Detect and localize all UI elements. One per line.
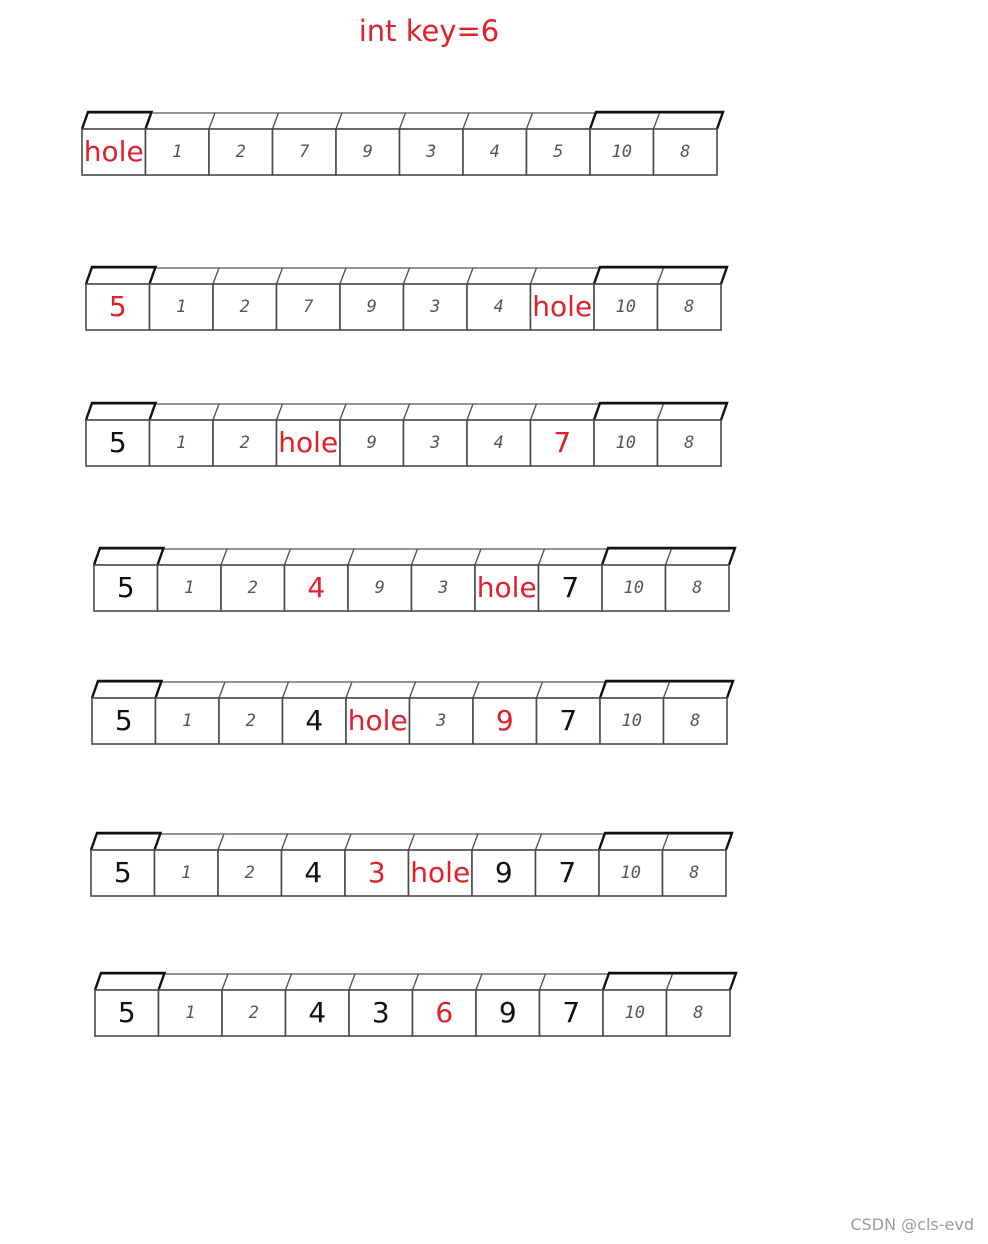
box-top	[664, 682, 734, 698]
box-top	[536, 834, 606, 850]
array-cell-value: 4	[493, 297, 504, 317]
box-top	[600, 682, 670, 698]
box-top	[94, 549, 164, 565]
array-cell-value: 3	[371, 996, 390, 1029]
array-cell-box	[159, 990, 223, 1036]
array-cell-box	[404, 420, 468, 466]
array-cell-value: 4	[305, 704, 324, 737]
array-cell-box	[213, 420, 277, 466]
array-cell-value: 10	[620, 863, 641, 883]
box-top	[283, 682, 353, 698]
array-cell-value: 1	[176, 433, 187, 453]
array-cell-value: 6	[435, 996, 454, 1029]
box-top	[667, 974, 737, 990]
array-cell-value: 1	[182, 711, 193, 731]
box-top	[527, 113, 597, 129]
array-cell-value: 5	[553, 142, 564, 162]
array-cell-value: 10	[623, 578, 644, 598]
array-cell-value: 9	[495, 704, 514, 737]
box-top	[463, 113, 533, 129]
box-top	[590, 113, 660, 129]
box-top	[86, 404, 156, 420]
box-top	[340, 268, 410, 284]
array-cell-box	[155, 850, 219, 896]
hole-marker: hole	[476, 571, 537, 604]
array-cell-value: 7	[303, 297, 314, 317]
array-cell-box	[599, 850, 663, 896]
array-row-5	[92, 681, 731, 746]
box-top	[658, 268, 728, 284]
array-cell-box	[340, 420, 404, 466]
array-cell-value: 7	[559, 704, 578, 737]
array-cell-box	[594, 420, 658, 466]
array-cell-value: 7	[558, 856, 577, 889]
box-top	[82, 113, 152, 129]
array-cell-box	[213, 284, 277, 330]
box-top	[345, 834, 415, 850]
array-cell-value: 10	[611, 142, 632, 162]
box-top	[159, 974, 229, 990]
array-cell-box	[336, 129, 400, 175]
box-top	[95, 974, 165, 990]
array-row-6	[91, 833, 730, 898]
array-cell-box	[475, 565, 539, 611]
array-cell-box	[219, 698, 283, 744]
array-cell-value: 3	[436, 711, 447, 731]
array-cell-value: 7	[553, 426, 572, 459]
array-cell-value: 1	[181, 863, 192, 883]
box-top	[346, 682, 416, 698]
box-top	[221, 549, 291, 565]
array-cell-value: 4	[304, 856, 323, 889]
box-top	[336, 113, 406, 129]
array-cell-value: 5	[114, 704, 133, 737]
array-cell-value: 2	[235, 142, 246, 162]
array-cell-box	[150, 284, 214, 330]
array-cell-value: 2	[239, 297, 250, 317]
box-top	[146, 113, 216, 129]
array-cell-value: 8	[689, 863, 700, 883]
array-cell-box	[472, 850, 536, 896]
array-boxes	[86, 267, 725, 332]
array-cell-box	[527, 129, 591, 175]
array-cell-value: 4	[308, 996, 327, 1029]
array-cell-box	[658, 420, 722, 466]
box-top	[472, 834, 542, 850]
array-cell-value: 2	[245, 711, 256, 731]
box-top	[282, 834, 352, 850]
array-cell-value: 1	[184, 578, 195, 598]
box-top	[409, 834, 479, 850]
array-cell-value: 1	[185, 1003, 196, 1023]
box-top	[476, 974, 546, 990]
array-boxes	[91, 833, 730, 898]
array-cell-box	[146, 129, 210, 175]
box-top	[92, 682, 162, 698]
array-cell-box	[664, 698, 728, 744]
box-top	[158, 549, 228, 565]
array-row-2	[86, 267, 725, 332]
array-cell-box	[95, 990, 159, 1036]
array-cell-value: 5	[117, 996, 136, 1029]
box-top	[531, 268, 601, 284]
box-top	[467, 268, 537, 284]
array-cell-value: 3	[426, 142, 437, 162]
array-cell-value: 10	[615, 297, 636, 317]
box-top	[155, 834, 225, 850]
array-row-7	[95, 973, 734, 1038]
box-top	[594, 268, 664, 284]
array-cell-box	[603, 990, 667, 1036]
array-cell-value: 2	[247, 578, 258, 598]
box-top	[531, 404, 601, 420]
watermark: CSDN @cls-evd	[850, 1215, 974, 1234]
array-cell-box	[410, 698, 474, 744]
array-cell-box	[666, 565, 730, 611]
array-cell-box	[536, 850, 600, 896]
hole-marker: hole	[410, 856, 471, 889]
box-top	[663, 834, 733, 850]
box-top	[277, 268, 347, 284]
array-cell-value: 9	[494, 856, 513, 889]
box-top	[340, 404, 410, 420]
array-cell-value: 5	[113, 856, 132, 889]
box-top	[404, 268, 474, 284]
array-cell-box	[473, 698, 537, 744]
box-top	[412, 549, 482, 565]
array-cell-box	[221, 565, 285, 611]
array-cell-box	[463, 129, 527, 175]
box-top	[86, 268, 156, 284]
array-cell-value: 1	[176, 297, 187, 317]
array-cell-value: 3	[367, 856, 386, 889]
array-cell-value: 8	[693, 1003, 704, 1023]
array-cell-value: 3	[438, 578, 449, 598]
box-top	[540, 974, 610, 990]
box-top	[273, 113, 343, 129]
array-cell-box	[400, 129, 464, 175]
box-top	[467, 404, 537, 420]
box-top	[218, 834, 288, 850]
array-cell-value: 9	[366, 297, 377, 317]
array-cell-box	[345, 850, 409, 896]
array-boxes	[86, 403, 725, 468]
box-top	[150, 268, 220, 284]
box-top	[150, 404, 220, 420]
array-cell-value: 7	[562, 996, 581, 1029]
array-cell-box	[156, 698, 220, 744]
array-cell-box	[654, 129, 718, 175]
array-boxes	[82, 112, 721, 177]
array-cell-box	[282, 850, 346, 896]
box-top	[209, 113, 279, 129]
array-cell-box	[540, 990, 604, 1036]
array-row-4	[94, 548, 733, 613]
array-cell-value: 8	[692, 578, 703, 598]
array-cell-box	[277, 420, 341, 466]
array-boxes	[95, 973, 734, 1038]
array-cell-box	[602, 565, 666, 611]
hole-marker: hole	[347, 704, 408, 737]
box-top	[156, 682, 226, 698]
box-top	[410, 682, 480, 698]
array-cell-value: 4	[307, 571, 326, 604]
array-cell-value: 3	[430, 433, 441, 453]
box-top	[594, 404, 664, 420]
array-cell-value: 10	[624, 1003, 645, 1023]
array-row-3	[86, 403, 725, 468]
array-cell-box	[412, 565, 476, 611]
array-cell-box	[285, 565, 349, 611]
array-cell-box	[150, 420, 214, 466]
array-cell-box	[94, 565, 158, 611]
array-cell-box	[91, 850, 155, 896]
array-cell-value: 9	[374, 578, 385, 598]
box-top	[213, 404, 283, 420]
box-top	[539, 549, 609, 565]
hole-marker: hole	[83, 135, 144, 168]
box-top	[654, 113, 724, 129]
box-top	[222, 974, 292, 990]
array-cell-box	[86, 420, 150, 466]
array-cell-box	[277, 284, 341, 330]
box-top	[603, 974, 673, 990]
array-cell-box	[283, 698, 347, 744]
box-top	[537, 682, 607, 698]
box-top	[219, 682, 289, 698]
array-cell-value: 8	[680, 142, 691, 162]
array-cell-box	[86, 284, 150, 330]
array-cell-box	[209, 129, 273, 175]
box-top	[599, 834, 669, 850]
array-cell-box	[590, 129, 654, 175]
box-top	[666, 549, 736, 565]
array-cell-box	[531, 284, 595, 330]
array-cell-box	[467, 420, 531, 466]
array-cell-box	[539, 565, 603, 611]
array-cell-value: 9	[498, 996, 517, 1029]
array-cell-box	[222, 990, 286, 1036]
array-cell-box	[348, 565, 412, 611]
array-cell-box	[92, 698, 156, 744]
array-boxes	[94, 548, 733, 613]
array-cell-value: 10	[615, 433, 636, 453]
array-cell-value: 4	[493, 433, 504, 453]
box-top	[602, 549, 672, 565]
array-cell-value: 10	[621, 711, 642, 731]
array-cell-box	[594, 284, 658, 330]
box-top	[286, 974, 356, 990]
array-cell-box	[273, 129, 337, 175]
box-top	[400, 113, 470, 129]
array-cell-box	[663, 850, 727, 896]
array-boxes	[92, 681, 731, 746]
array-cell-value: 3	[430, 297, 441, 317]
array-cell-box	[413, 990, 477, 1036]
hole-marker: hole	[278, 426, 339, 459]
array-cell-value: 5	[108, 426, 127, 459]
page-title: int key=6	[358, 14, 500, 48]
box-top	[285, 549, 355, 565]
box-top	[475, 549, 545, 565]
array-cell-value: 5	[108, 290, 127, 323]
array-cell-box	[346, 698, 410, 744]
box-top	[404, 404, 474, 420]
array-cell-box	[82, 129, 146, 175]
array-cell-value: 9	[362, 142, 373, 162]
array-cell-box	[158, 565, 222, 611]
array-cell-box	[467, 284, 531, 330]
box-top	[348, 549, 418, 565]
array-cell-value: 8	[684, 297, 695, 317]
array-cell-value: 2	[244, 863, 255, 883]
box-top	[413, 974, 483, 990]
array-cell-value: 8	[684, 433, 695, 453]
array-cell-value: 4	[489, 142, 500, 162]
array-cell-box	[600, 698, 664, 744]
array-cell-value: 2	[239, 433, 250, 453]
array-cell-box	[404, 284, 468, 330]
array-cell-value: 7	[561, 571, 580, 604]
array-cell-value: 8	[690, 711, 701, 731]
array-cell-box	[537, 698, 601, 744]
array-cell-box	[658, 284, 722, 330]
array-cell-box	[286, 990, 350, 1036]
array-cell-value: 9	[366, 433, 377, 453]
array-cell-value: 7	[299, 142, 310, 162]
array-cell-box	[667, 990, 731, 1036]
array-cell-value: 5	[116, 571, 135, 604]
box-top	[349, 974, 419, 990]
array-cell-box	[340, 284, 404, 330]
array-cell-box	[218, 850, 282, 896]
box-top	[277, 404, 347, 420]
box-top	[658, 404, 728, 420]
array-cell-box	[531, 420, 595, 466]
box-top	[91, 834, 161, 850]
box-top	[213, 268, 283, 284]
array-cell-value: 1	[172, 142, 183, 162]
array-cell-box	[409, 850, 473, 896]
array-cell-value: 2	[248, 1003, 259, 1023]
array-cell-box	[476, 990, 540, 1036]
array-cell-box	[349, 990, 413, 1036]
hole-marker: hole	[532, 290, 593, 323]
box-top	[473, 682, 543, 698]
array-row-1	[82, 112, 721, 177]
